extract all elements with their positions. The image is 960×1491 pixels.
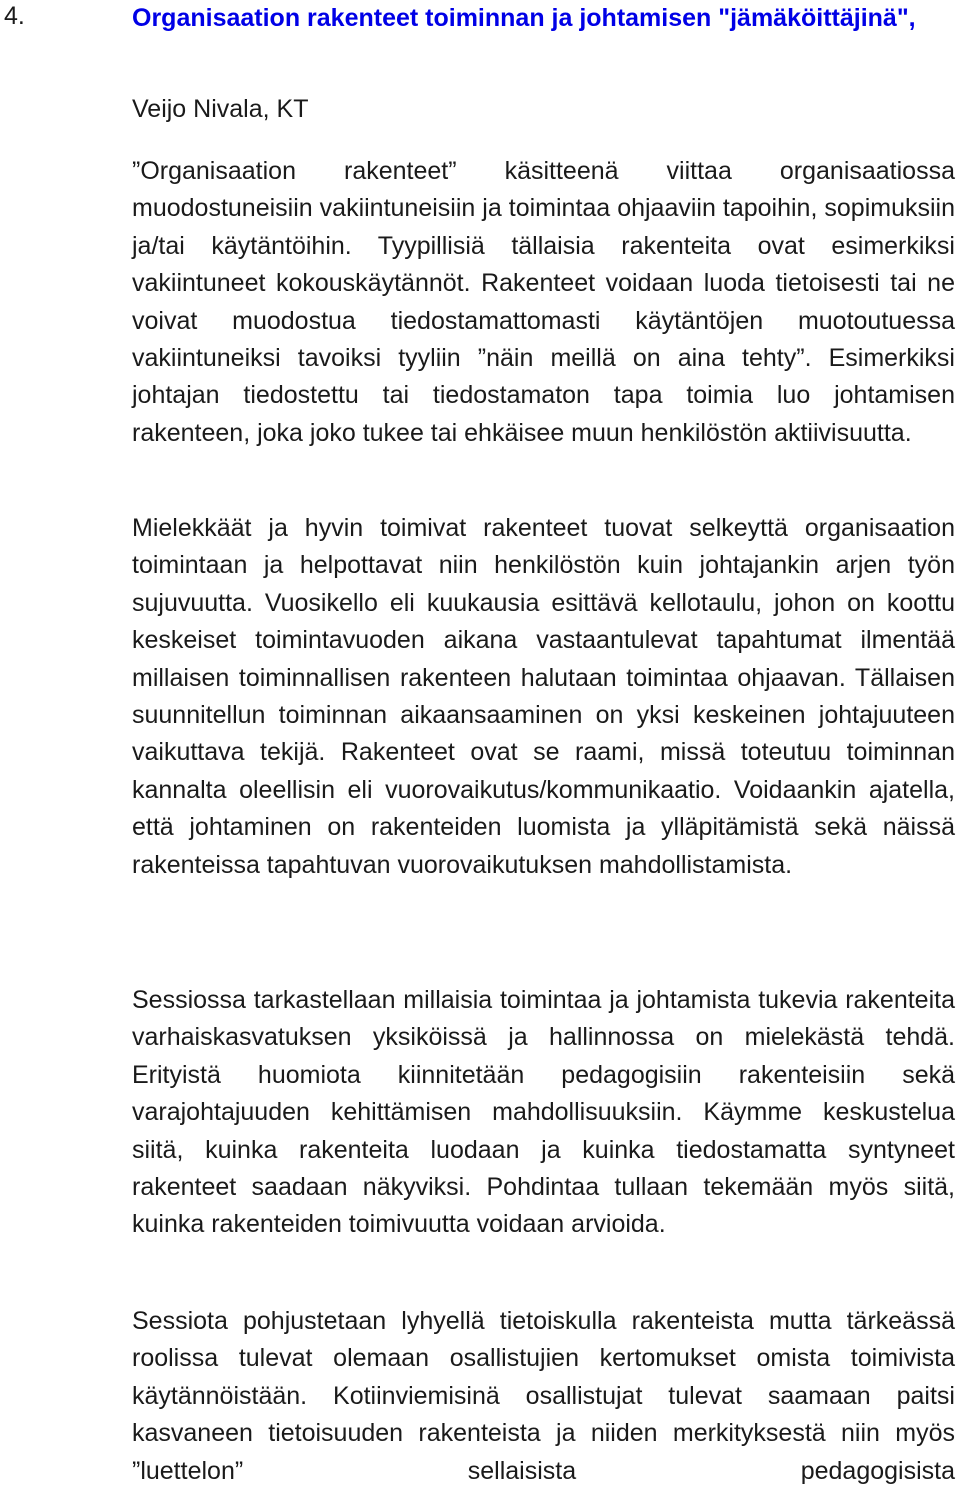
section-number: 4.: [4, 2, 25, 30]
paragraph-session-topics: Sessiossa tarkastellaan millaisia toimintaa ja johtamista tukevia rakenteita varhaiskasvatuksen yksiköissä ja hallinnossa on mielekästä tehdä. Erityistä huomiota kiinnitetään pedagogisiin rakenteisiin sekä varajohtajuuden kehittämisen mahdollisuuksiin. Käymme keskustelua siitä, kuinka rakenteita luodaan ja kuinka tiedostamatta syntyneet rakenteet saadaan näkyviksi. Pohdintaa tullaan tekemään myös siitä, kuinka rakenteiden toimivuutta voidaan arvioida.: [132, 986, 955, 1239]
section-title: Organisaation rakenteet toiminnan ja johtamisen "jämäköittäjinä",: [132, 4, 916, 32]
paragraph-benefits: Mielekkäät ja hyvin toimivat rakenteet tuovat selkeyttä organisaation toimintaan ja helpottavat niin henkilöstön kuin johtajankin arjen työn sujuvuutta. Vuosikello eli kuukausia esittävä kellotaulu, johon on koottu keskeiset toimintavuoden aikana vastaantulevat tapahtumat ilmentää millaisen toiminnallisen rakenteen halutaan toimintaa ohjaavan. Tällaisen suunnitellun toiminnan aikaansaaminen on yksi keskeinen johtajuuteen vaikuttava tekijä. Rakenteet ovat se raami, missä toteutuu toiminnan kannalta oleellisin eli vuorovaikutus/kommunikaatio. Voidaankin ajatella, että johtaminen on rakenteiden luomista ja ylläpitämistä sekä näissä rakenteissa tapahtuvan vuorovaikutuksen mahdollistamista.: [132, 514, 955, 879]
author-line: Veijo Nivala, KT: [132, 95, 309, 123]
paragraph-session-format: Sessiota pohjustetaan lyhyellä tietoiskulla rakenteista mutta tärkeässä roolissa tulevat olemaan osallistujien kertomukset omista toimivista käytännöistään. Kotiinviemisinä osallistujat tulevat saamaan paitsi kasvaneen tietoisuuden rakenteista ja niiden merkityksestä niin myös ”luettelon” sellaisista pedagogisista: [132, 1307, 955, 1485]
paragraph-definition: ”Organisaation rakenteet” käsitteenä viittaa organisaatiossa muodostuneisiin vakiintuneisiin ja toimintaa ohjaaviin tapoihin, sopimuksiin ja/tai käytäntöihin. Tyypillisiä tällaisia rakenteita ovat esimerkiksi vakiintuneet kokouskäytännöt. Rakenteet voidaan luoda tietoisesti tai ne voivat muodostua tiedostamattomasti käytäntöjen muotoutuessa vakiintuneiksi tavoiksi tyyliin ”näin meillä on aina tehty”. Esimerkiksi johtajan tiedostettu tai tiedostamaton tapa toimia luo johtamisen rakenteen, joka joko tukee tai ehkäisee muun henkilöstön aktiivisuutta.: [132, 157, 955, 447]
